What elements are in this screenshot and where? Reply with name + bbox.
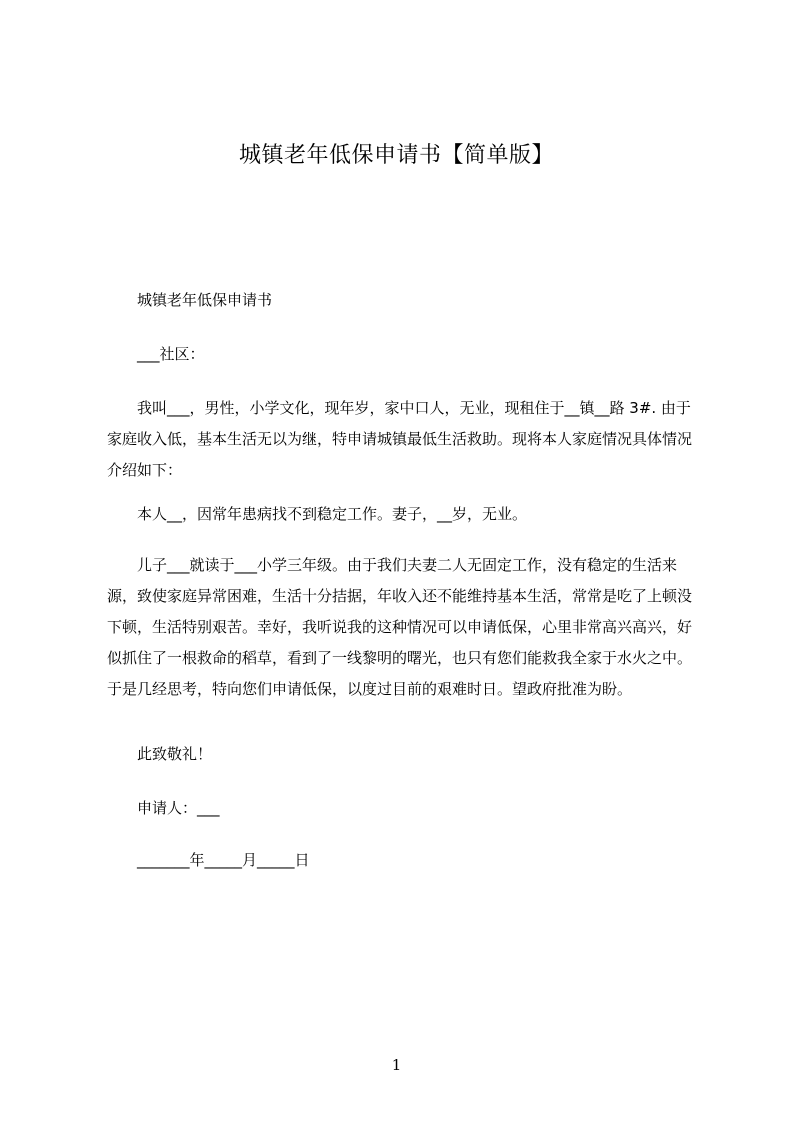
closing-salute: 此致敬礼！ (137, 745, 213, 763)
date-line: _______年_____月_____日 (137, 851, 310, 869)
document-title: 城镇老年低保申请书【简单版】 (238, 143, 554, 168)
salutation: ___社区： (137, 345, 205, 363)
paragraph-family: 儿子___就读于___小学三年级。由于我们夫妻二人无固定工作，没有稳定的生活来源，致使家庭异常困难，生活十分拮据，年收入还不能维持基本生活，常常是吃了上顿没下顿，生活特别艰苦。幸好，我听说我的这种情况可以申请低保，心里非常高兴高兴，好似抓住了一根救命的稻草，看到了一线黎明的曙光，也只有您们能救我全家于水火之中。于是几经思考，特向您们申请低保，以度过目前的艰难时日。望政府批准为盼。 (107, 556, 693, 698)
paragraph-self: 本人__，因常年患病找不到稳定工作。妻子，__岁，无业。 (137, 505, 528, 523)
page-number: 1 (391, 1056, 402, 1074)
subtitle: 城镇老年低保申请书 (137, 291, 273, 309)
applicant-line: 申请人：___ (137, 799, 220, 817)
paragraph-intro: 我叫___，男性，小学文化，现年岁，家中口人，无业，现租住于__镇__路 3#. 由于家庭收入低，基本生活无以为继，特申请城镇最低生活救助。现将本人家庭情况具体情况介绍如下： (107, 399, 693, 479)
